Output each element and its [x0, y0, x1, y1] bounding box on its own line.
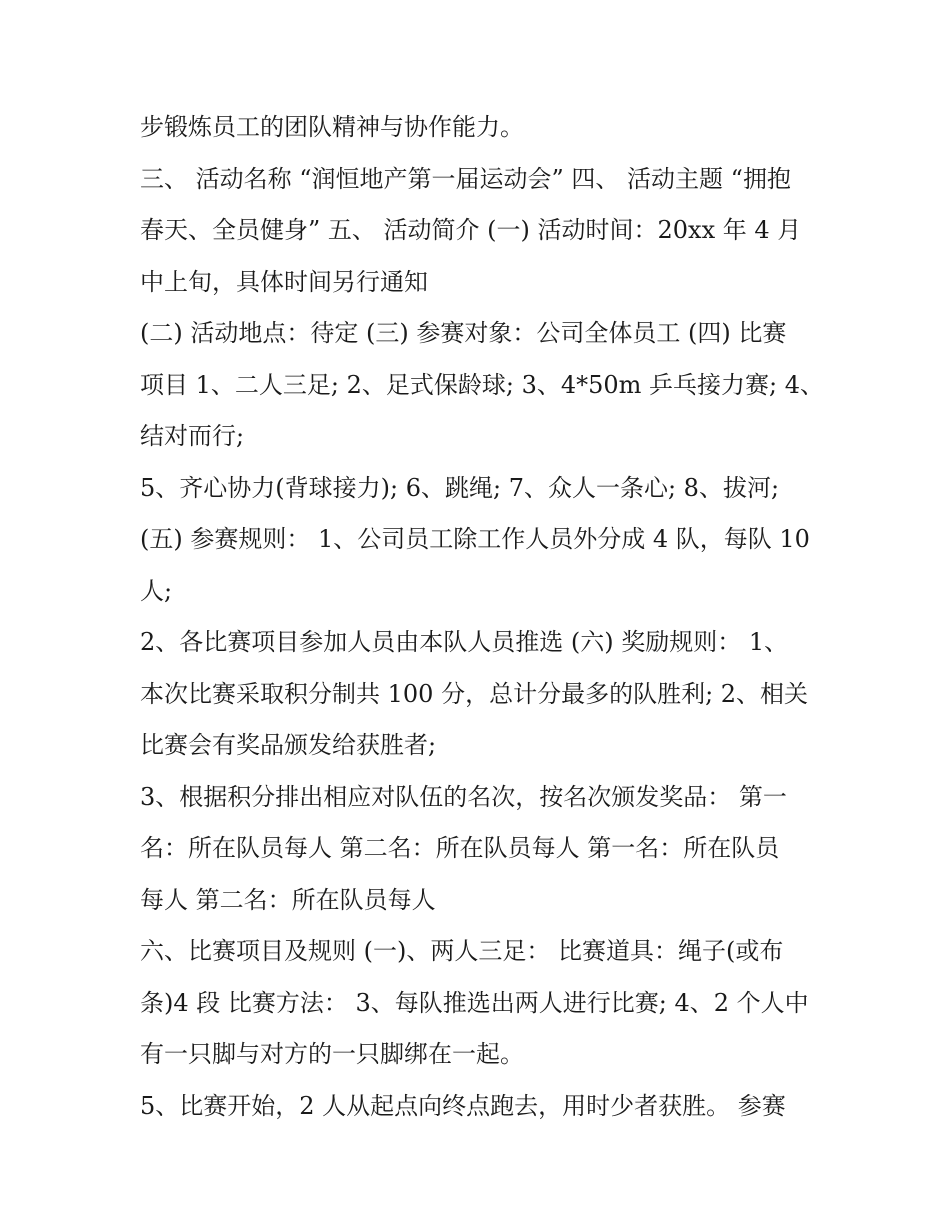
text-line: (五) 参赛规则： 1、公司员工除工作人员外分成 4 队，每队 10: [140, 525, 810, 553]
text-line: 3、根据积分排出相应对队伍的名次，按名次颁发奖品： 第一: [140, 782, 787, 811]
paragraph: [140, 1081, 820, 1133]
text-line: 人;: [140, 576, 173, 605]
document-body: [140, 102, 825, 1132]
text-line: 比赛会有奖品颁发给获胜者;: [140, 731, 437, 759]
text-line: 名：所在队员每人 第二名：所在队员每人 第一名：所在队员: [140, 834, 780, 862]
text-line: 三、 活动名称 “润恒地产第一届运动会” 四、 活动主题 “拥抱: [140, 164, 791, 193]
text-line: 六、比赛项目及规则 (一)、两人三足： 比赛道具：绳子(或布: [140, 937, 784, 965]
text-line: 每人 第二名：所在队员每人: [140, 885, 436, 914]
text-line: (二) 活动地点：待定 (三) 参赛对象：公司全体员工 (四) 比赛: [140, 319, 787, 347]
paragraph: [140, 772, 820, 927]
paragraph: [140, 463, 820, 515]
paragraph: [140, 617, 820, 772]
text-line: 中上旬，具体时间另行通知: [140, 267, 428, 296]
paragraph: [140, 102, 820, 154]
text-line: 结对而行;: [140, 422, 245, 450]
paragraph: [140, 154, 820, 309]
text-line: 本次比赛采取积分制共 100 分，总计分最多的队胜利; 2、相关: [140, 679, 809, 708]
text-line: 5、齐心协力(背球接力); 6、跳绳; 7、众人一条心; 8、拔河;: [140, 473, 780, 502]
paragraph: [140, 514, 820, 617]
text-line: 条)4 段 比赛方法： 3、每队推选出两人进行比赛; 4、2 个人中: [140, 988, 809, 1017]
text-line: 步锻炼员工的团队精神与协作能力。: [140, 113, 524, 141]
text-line: 5、比赛开始，2 人从起点向终点跑去，用时少者获胜。 参赛: [140, 1091, 786, 1120]
paragraph: [140, 926, 820, 1081]
text-line: 项目 1、二人三足; 2、足式保龄球; 3、4*50m 乒乓接力赛; 4、: [140, 370, 825, 399]
text-line: 春天、全员健身” 五、 活动简介 (一) 活动时间：20xx 年 4 月: [140, 216, 802, 244]
text-line: 有一只脚与对方的一只脚绑在一起。: [140, 1040, 524, 1068]
paragraph: [140, 308, 825, 463]
text-line: 2、各比赛项目参加人员由本队人员推选 (六) 奖励规则： 1、: [140, 628, 789, 656]
